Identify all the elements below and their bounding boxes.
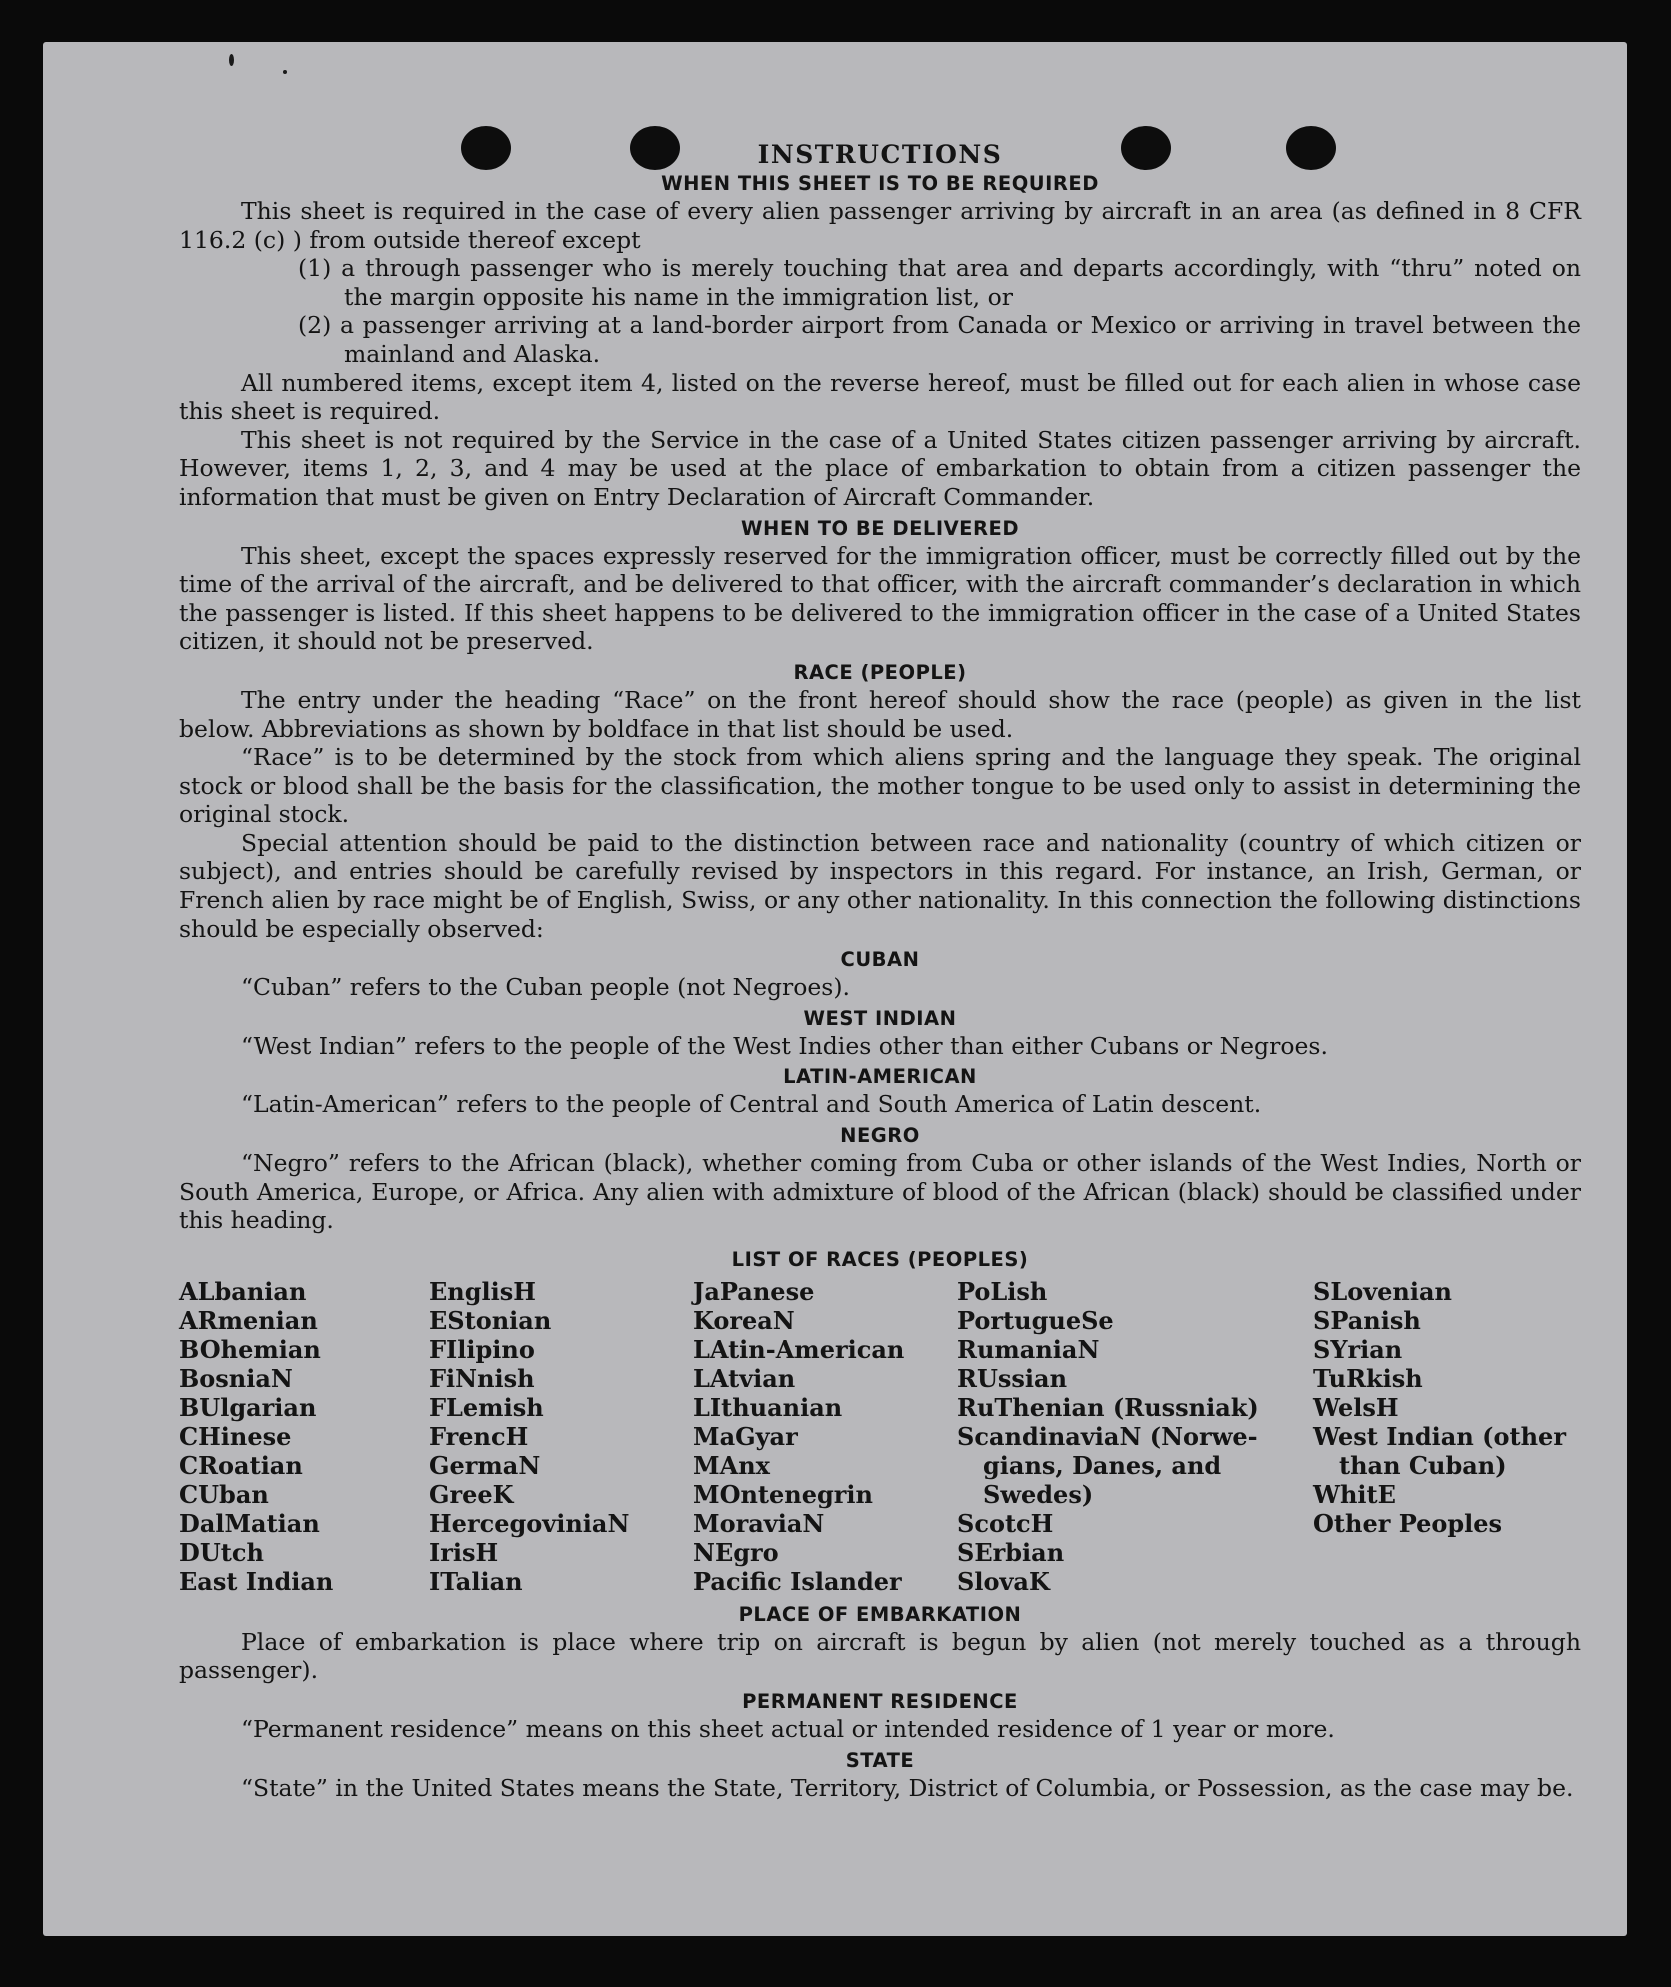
paragraph: The entry under the heading “Race” on the front hereof should show the race (people) as given in the list below. Abbreviations as shown by boldface in that list should be used. [179, 685, 1581, 743]
race-item: ITalian [429, 1566, 523, 1596]
race-item: DalMatian [179, 1508, 320, 1538]
races-column [693, 1277, 957, 1596]
heading-cuban: CUBAN [840, 948, 920, 972]
heading-state: STATE [845, 1748, 915, 1772]
race-item-continuation: than Cuban) [1339, 1450, 1507, 1480]
race-item: ScotcH [957, 1508, 1054, 1538]
definition-text: “West Indian” refers to the people of the West Indies other than either Cubans or Negroes. [241, 1031, 1328, 1060]
race-item: MaGyar [693, 1421, 798, 1451]
race-item: CHinese [179, 1421, 292, 1451]
paragraph: All numbered items, except item 4, listed on the reverse hereof, must be filled out for each alien in whose case this sheet is required. [179, 368, 1581, 426]
heading-permanent-residence: PERMANENT RESIDENCE [742, 1690, 1018, 1713]
race-item: East Indian [179, 1566, 334, 1596]
paragraph: Special attention should be paid to the distinction between race and nationality (country of which citizen or subject), and entries should be carefully revised by inspectors in this regard. For instance, an Irish, German, or French alien by race might be of English, Swiss, or any other nationality. In this connection the following distinctions should be especially observed: [179, 828, 1581, 943]
list-item: (2) a passenger arriving at a land-border airport from Canada or Mexico or arriving in travel between the mainland and Alaska. [298, 311, 1581, 368]
race-item: WelsH [1313, 1392, 1399, 1422]
definition-text: “Cuban” refers to the Cuban people (not Negroes). [241, 973, 851, 1002]
race-item: MAnx [693, 1450, 770, 1480]
race-item: ALbanian [179, 1276, 307, 1306]
race-item: PoLish [957, 1276, 1048, 1306]
race-item: MoraviaN [693, 1508, 825, 1538]
heading-embarkation: PLACE OF EMBARKATION [738, 1602, 1022, 1626]
paragraph: “Permanent residence” means on this sheet actual or intended residence of 1 year or more. [241, 1715, 1335, 1743]
heading-list-of-races: LIST OF RACES (PEOPLES) [731, 1247, 1029, 1271]
list-item: (1) a through passenger who is merely touching that area and departs accordingly, with “thru” noted on the margin opposite his name in the immigration list, or [298, 254, 1581, 311]
races-column [429, 1277, 693, 1596]
race-item: GreeK [429, 1479, 514, 1509]
heading-west-indian: WEST INDIAN [803, 1006, 957, 1030]
race-item: MOntenegrin [693, 1479, 873, 1509]
race-item-continuation: gians, Danes, and [983, 1450, 1222, 1480]
race-item: FIlipino [429, 1334, 535, 1364]
race-item: SLovenian [1313, 1276, 1452, 1306]
race-item: SYrian [1313, 1334, 1403, 1364]
race-item: BUlgarian [179, 1392, 317, 1422]
race-item: RUssian [957, 1363, 1068, 1393]
race-item: SlovaK [957, 1566, 1050, 1596]
race-item: RuThenian (Russniak) [957, 1392, 1259, 1422]
ink-speck [283, 70, 287, 74]
heading-negro: NEGRO [840, 1124, 920, 1148]
document-sheet [43, 42, 1627, 1936]
race-item: SPanish [1313, 1305, 1421, 1335]
races-list [179, 1277, 1581, 1596]
race-item: LAtin-American [693, 1334, 905, 1364]
ink-speck [229, 54, 234, 66]
race-item: JaPanese [693, 1276, 815, 1306]
race-item: WhitE [1313, 1479, 1396, 1509]
heading-race: RACE (PEOPLE) [793, 660, 967, 684]
paragraph: This sheet, except the spaces expressly reserved for the immigration officer, must be correctly filled out by the time of the arrival of the aircraft, and be delivered to that officer, with the aircraft commander’s declaration in which the passenger is listed. If this sheet happens to be delivered to the immigration officer in the case of a United States citizen, it should not be preserved. [179, 541, 1581, 656]
race-item-continuation: Swedes) [983, 1479, 1094, 1509]
race-item: West Indian (other [1313, 1421, 1566, 1451]
race-item: Other Peoples [1313, 1508, 1503, 1538]
definition-text: “Latin-American” refers to the people of Central and South America of Latin descent. [241, 1090, 1262, 1119]
paragraph: This sheet is not required by the Service in the case of a United States citizen passenger arriving by aircraft. However, items 1, 2, 3, and 4 may be used at the place of embarkation to obtain from a citizen passenger the information that must be given on Entry Declaration of Aircraft Commander. [179, 425, 1581, 511]
race-item: LAtvian [693, 1363, 796, 1393]
race-item: BosniaN [179, 1363, 293, 1393]
races-column [957, 1277, 1313, 1596]
race-item: TuRkish [1313, 1363, 1423, 1393]
race-item: IrisH [429, 1537, 499, 1567]
race-item: ARmenian [179, 1305, 318, 1335]
page-title: INSTRUCTIONS [757, 140, 1003, 169]
definition-text: “Negro” refers to the African (black), whether coming from Cuba or other islands of the West Indies, North or South America, Europe, or Africa. Any alien with admixture of blood of the African (black) should be classified under this heading. [179, 1149, 1581, 1235]
race-item: SErbian [957, 1537, 1065, 1567]
race-item: BOhemian [179, 1334, 321, 1364]
paragraph: This sheet is required in the case of every alien passenger arriving by aircraft in an area (as defined in 8 CFR 116.2 (c) ) from outside thereof except [179, 197, 1581, 254]
race-item: KoreaN [693, 1305, 795, 1335]
heading-when-required: WHEN THIS SHEET IS TO BE REQUIRED [661, 172, 1099, 195]
race-item: CUban [179, 1479, 269, 1509]
race-item: PortugueSe [957, 1305, 1114, 1335]
paragraph: “State” in the United States means the State, Territory, District of Columbia, or Possession, as the case may be. [241, 1773, 1574, 1802]
race-item: ScandinaviaN (Norwe- [957, 1421, 1258, 1451]
paragraph: Place of embarkation is place where trip on aircraft is begun by alien (not merely touched as a through passenger). [179, 1627, 1581, 1685]
race-item: DUtch [179, 1537, 264, 1567]
race-item: CRoatian [179, 1450, 303, 1480]
paragraph: “Race” is to be determined by the stock from which aliens spring and the language they speak. The original stock or blood shall be the basis for the classification, the mother tongue to be used only to assist in determining the original stock. [179, 743, 1581, 829]
heading-when-delivered: WHEN TO BE DELIVERED [740, 516, 1020, 540]
race-item: Pacific Islander [693, 1566, 902, 1596]
race-item: NEgro [693, 1537, 779, 1567]
race-item: FLemish [429, 1392, 544, 1422]
instructions-content [179, 139, 1581, 1802]
race-item: GermaN [429, 1450, 541, 1480]
race-item: FrencH [429, 1421, 529, 1451]
race-item: LIthuanian [693, 1392, 843, 1422]
races-column [1313, 1277, 1581, 1596]
races-column [179, 1277, 429, 1596]
heading-latin-american: LATIN-AMERICAN [783, 1065, 977, 1089]
race-item: FiNnish [429, 1363, 535, 1393]
race-item: HercegoviniaN [429, 1508, 630, 1538]
race-item: RumaniaN [957, 1334, 1100, 1364]
race-item: EStonian [429, 1305, 552, 1335]
race-item: EnglisH [429, 1276, 536, 1306]
